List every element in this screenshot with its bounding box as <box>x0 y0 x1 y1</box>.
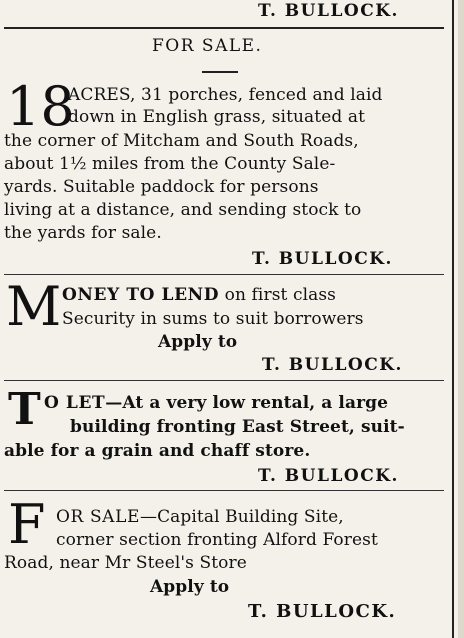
ad3-line-1 <box>44 392 388 414</box>
ad4-line-1-rest: —Capital Building Site, <box>139 507 344 527</box>
ad3-line-1-rest: —At a very low rental, a large <box>105 393 389 413</box>
ad3-line-2: building fronting East Street, suit- <box>70 417 405 437</box>
ad3-drop-letter: T <box>8 384 41 435</box>
ad3-signature: T. BULLOCK. <box>258 466 399 486</box>
ad2-signature: T. BULLOCK. <box>262 355 403 375</box>
ad4-apply: Apply to <box>150 577 230 597</box>
ad3-line-3: able for a grain and chaff store. <box>4 441 311 461</box>
ad2-line-1 <box>62 284 336 306</box>
ad1-line-1: ACRES, 31 porches, fenced and laid <box>68 85 383 105</box>
ad4-line-1 <box>56 506 344 528</box>
ad2-drop-letter: M <box>6 275 62 338</box>
ad1-line-2: down in English grass, situated at <box>68 107 366 127</box>
ad1-line-7: the yards for sale. <box>4 223 162 243</box>
ad1-line-6: living at a distance, and sending stock to <box>4 200 362 220</box>
ad1-line-5: yards. Suitable paddock for persons <box>4 177 319 197</box>
divider-2 <box>4 380 444 381</box>
ad1-drop-numeral: 18 <box>6 75 75 138</box>
ad1-signature: T. BULLOCK. <box>252 249 393 269</box>
ad4-signature: T. BULLOCK. <box>248 601 397 622</box>
ad2-apply: Apply to <box>158 332 238 352</box>
divider-3 <box>4 490 444 491</box>
divider-1 <box>4 274 444 275</box>
ad2-line-1-caps: ONEY TO LEND <box>62 285 220 305</box>
ad4-line-3: Road, near Mr Steel's Store <box>4 553 247 573</box>
top-signature: T. BULLOCK. <box>258 1 399 21</box>
page-edge <box>458 0 464 638</box>
ad4-line-1-caps: OR SALE <box>56 507 140 527</box>
column-rule <box>452 0 454 638</box>
ad3-line-1-caps: O LET <box>44 393 106 413</box>
ad4-drop-letter: F <box>8 493 46 556</box>
ad1-heading-rule <box>202 71 238 73</box>
ad4-line-2: corner section fronting Alford Forest <box>56 530 378 550</box>
ad1-line-3: the corner of Mitcham and South Roads, <box>4 131 359 151</box>
ad2-line-1-rest: on first class <box>224 285 336 305</box>
ad1-line-4: about 1½ miles from the County Sale- <box>4 154 336 174</box>
ad2-line-2: Security in sums to suit borrowers <box>62 309 364 329</box>
divider-top <box>4 27 444 29</box>
ad1-heading: FOR SALE. <box>152 36 263 56</box>
